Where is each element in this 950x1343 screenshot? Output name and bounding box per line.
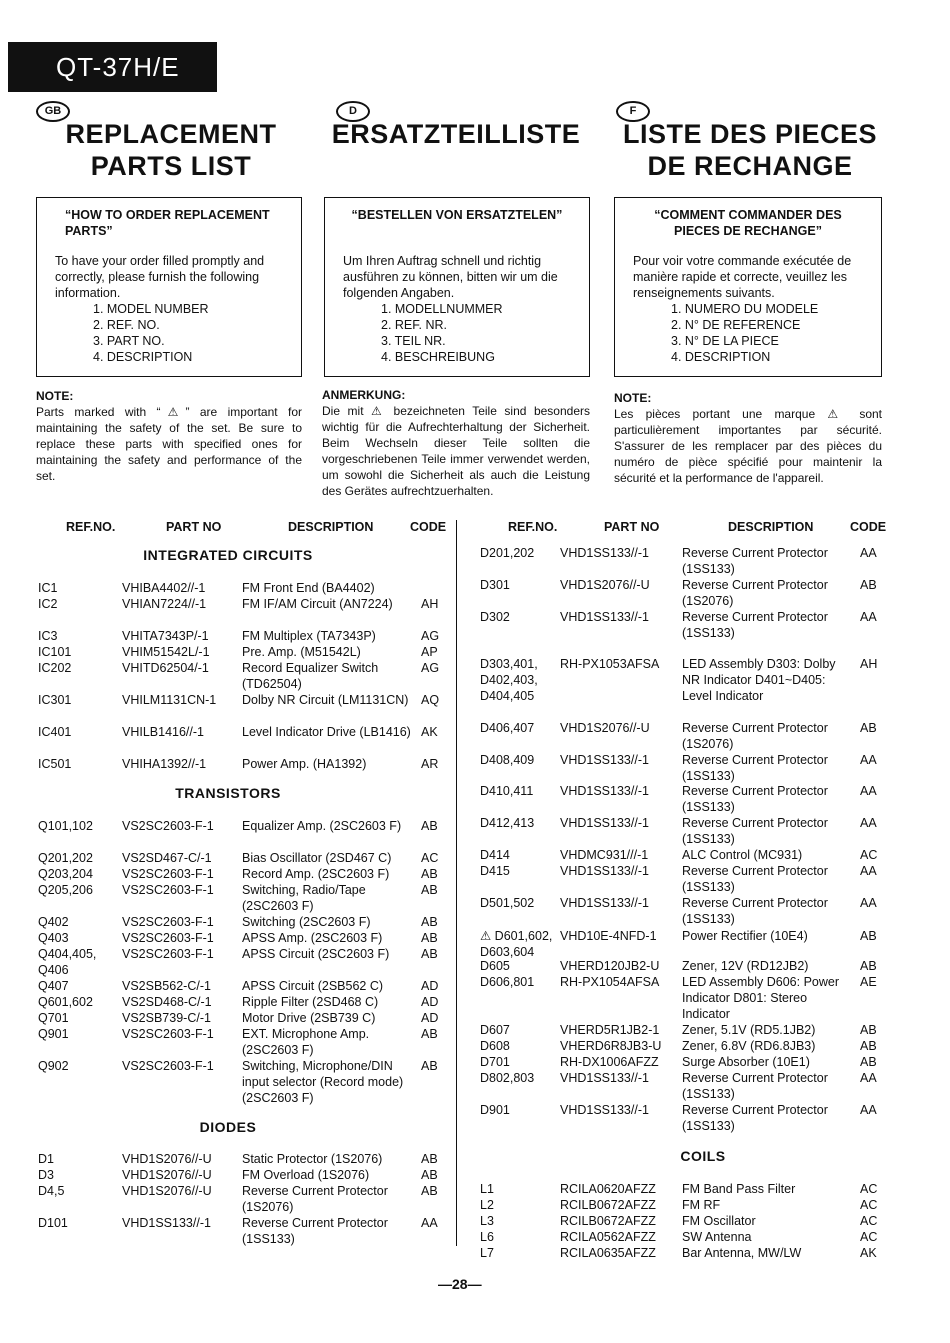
description-cell: Static Protector (1S2076)	[242, 1152, 383, 1166]
ref-cell: D410,411	[480, 784, 534, 798]
description-cell: Record Equalizer Switch (TD62504)	[242, 661, 379, 691]
ref-cell: D4,5	[38, 1184, 65, 1198]
price-code-cell: AB	[421, 867, 438, 881]
description-cell: Motor Drive (2SB739 C)	[242, 1011, 376, 1025]
ref-cell: Q701	[38, 1011, 69, 1025]
ref-cell: Q201,202	[38, 851, 93, 865]
ref-cell: D605	[480, 959, 510, 973]
part-number-cell: VHD1SS133//-1	[560, 864, 649, 878]
price-code-cell: AA	[860, 546, 877, 560]
price-code-cell: AD	[421, 979, 439, 993]
ref-cell: D101	[38, 1216, 68, 1230]
description-cell: ALC Control (MC931)	[682, 848, 803, 862]
ref-cell: D412,413	[480, 816, 535, 830]
description-cell: Reverse Current Protector (1S2076)	[682, 721, 828, 751]
part-number-cell: RH-PX1053AFSA	[560, 657, 660, 671]
ref-cell: IC401	[38, 725, 72, 739]
price-code-cell: AA	[421, 1216, 438, 1230]
description-cell: Level Indicator Drive (LB1416)	[242, 725, 411, 739]
note-en-text: Parts marked with “⚠” are important for maintaining the safety of the set. Be sure to replace these parts with specified ones for maintaining the safety and performance of the set.	[36, 405, 302, 483]
part-number-cell: VS2SB739-C/-1	[122, 1011, 211, 1025]
price-code-cell: AA	[860, 610, 877, 624]
price-code-cell: AB	[421, 931, 438, 945]
description-cell: Reverse Current Protector (1S2076)	[682, 578, 828, 608]
ref-cell: L7	[480, 1246, 494, 1260]
part-number-cell: VS2SC2603-F-1	[122, 915, 214, 929]
description-cell: Power Rectifier (10E4)	[682, 929, 808, 943]
description-cell: Switching (2SC2603 F)	[242, 915, 371, 929]
price-code-cell: AC	[860, 1230, 878, 1244]
ref-cell: D3	[38, 1168, 54, 1182]
price-code-cell: AH	[421, 597, 439, 611]
part-number-cell: VHD1SS133//-1	[560, 753, 649, 767]
description-cell: APSS Circuit (2SC2603 F)	[242, 947, 390, 961]
header-ref-left: REF.NO.	[66, 520, 116, 534]
part-number-cell: VHIM51542L/-1	[122, 645, 210, 659]
order-item: 2. N° DE REFERENCE	[671, 318, 801, 332]
price-code-cell: AB	[421, 947, 438, 961]
ref-cell: Q205,206	[38, 883, 93, 897]
price-code-cell: AC	[421, 851, 439, 865]
part-number-cell: VHD1SS133//-1	[560, 1103, 649, 1117]
ref-cell: ⚠ D601,602, D603,604	[480, 929, 553, 959]
price-code-cell: AB	[421, 1152, 438, 1166]
title-en-line2: PARTS LIST	[90, 151, 252, 181]
order-item: 3. PART NO.	[93, 334, 165, 348]
ref-cell: IC501	[38, 757, 72, 771]
price-code-cell: AG	[421, 661, 440, 675]
part-number-cell: VHD1SS133//-1	[560, 784, 649, 798]
description-cell: LED Assembly D606: Power Indicator D801: Stereo Indicator	[682, 975, 840, 1021]
ref-cell: L2	[480, 1198, 494, 1212]
part-number-cell: VHD1S2076//-U	[122, 1168, 212, 1182]
part-number-cell: VHD1S2076//-U	[560, 578, 650, 592]
part-number-cell: RH-DX1006AFZZ	[560, 1055, 659, 1069]
price-code-cell: AB	[421, 883, 438, 897]
description-cell: Reverse Current Protector (1SS133)	[682, 546, 828, 576]
part-number-cell: VHILB1416//-1	[122, 725, 204, 739]
price-code-cell: AA	[860, 784, 877, 798]
description-cell: Reverse Current Protector (1SS133)	[682, 753, 828, 783]
description-cell: EXT. Microphone Amp. (2SC2603 F)	[242, 1027, 370, 1057]
description-cell: Zener, 5.1V (RD5.1JB2)	[682, 1023, 816, 1037]
header-code-left: CODE	[410, 520, 447, 534]
ref-cell: D501,502	[480, 896, 535, 910]
description-cell: Ripple Filter (2SD468 C)	[242, 995, 379, 1009]
part-number-cell: RCILB0672AFZZ	[560, 1214, 656, 1228]
description-cell: LED Assembly D303: Dolby NR Indicator D401~D405: Level Indicator	[682, 657, 836, 703]
ref-cell: IC3	[38, 629, 58, 643]
part-number-cell: RCILA0562AFZZ	[560, 1230, 656, 1244]
part-number-cell: VHD10E-4NFD-1	[560, 929, 657, 943]
price-code-cell: AB	[421, 1184, 438, 1198]
ref-cell: D302	[480, 610, 510, 624]
price-code-cell: AB	[421, 915, 438, 929]
note-de-label: ANMERKUNG:	[322, 388, 406, 402]
ref-cell: D1	[38, 1152, 54, 1166]
part-number-cell: VHD1SS133//-1	[122, 1216, 211, 1230]
section-title: COILS	[680, 1148, 726, 1164]
price-code-cell: AB	[860, 929, 877, 943]
header-part-right: PART NO	[604, 520, 660, 534]
ref-cell: Q901	[38, 1027, 69, 1041]
part-number-cell: RCILB0672AFZZ	[560, 1198, 656, 1212]
description-cell: Reverse Current Protector (1SS133)	[682, 610, 828, 640]
ref-cell: D701	[480, 1055, 510, 1069]
description-cell: FM IF/AM Circuit (AN7224)	[242, 597, 393, 611]
part-number-cell: VHIHA1392//-1	[122, 757, 207, 771]
part-number-cell: VHITA7343P/-1	[122, 629, 209, 643]
description-cell: Pre. Amp. (M51542L)	[242, 645, 361, 659]
price-code-cell: AB	[860, 1023, 877, 1037]
part-number-cell: VS2SC2603-F-1	[122, 867, 214, 881]
section-title: TRANSISTORS	[175, 785, 281, 801]
ref-cell: IC2	[38, 597, 58, 611]
d-language-icon: D	[336, 101, 370, 122]
ref-cell: D406,407	[480, 721, 535, 735]
ref-cell: D414	[480, 848, 510, 862]
ref-cell: Q402	[38, 915, 69, 929]
description-cell: APSS Circuit (2SB562 C)	[242, 979, 384, 993]
ref-cell: Q601,602	[38, 995, 93, 1009]
part-number-cell: VS2SC2603-F-1	[122, 1059, 214, 1073]
order-item: 4. BESCHREIBUNG	[381, 350, 495, 364]
ref-cell: D303,401, D402,403, D404,405	[480, 657, 538, 703]
order-item: 1. MODELLNUMMER	[381, 302, 503, 316]
ref-cell: D301	[480, 578, 510, 592]
order-item: 3. TEIL NR.	[381, 334, 446, 348]
note-de-text: Die mit ⚠ bezeichneten Teile sind besonders wichtig für die Aufrechterhaltung der Sicherheit. Beim Wechseln dieser Teile sollten die vorgeschriebenen Teile immer verwendet werden, um sowohl die Sicherheit als auch die Leistung des Gerätes aufrechtzuerhalten.	[322, 404, 590, 498]
order-item: 2. REF. NR.	[381, 318, 447, 332]
order-item: 1. MODEL NUMBER	[93, 302, 209, 316]
order-item: 4. DESCRIPTION	[93, 350, 193, 364]
price-code-cell: AC	[860, 1182, 878, 1196]
price-code-cell: AK	[860, 1246, 877, 1260]
note-fr-label: NOTE:	[614, 391, 652, 405]
part-number-cell: RCILA0635AFZZ	[560, 1246, 656, 1260]
description-cell: Equalizer Amp. (2SC2603 F)	[242, 819, 402, 833]
order-box-en-heading: “HOW TO ORDER REPLACEMENT PARTS”	[65, 208, 270, 238]
price-code-cell: AB	[860, 1055, 877, 1069]
description-cell: Reverse Current Protector (1SS133)	[682, 1071, 828, 1101]
part-number-cell: VHERD6R8JB3-U	[560, 1039, 662, 1053]
ref-cell: D901	[480, 1103, 510, 1117]
ref-cell: D608	[480, 1039, 510, 1053]
description-cell: Reverse Current Protector (1SS133)	[682, 784, 828, 814]
title-fr-line2: DE RECHANGE	[647, 151, 853, 181]
ref-cell: Q101,102	[38, 819, 93, 833]
description-cell: Record Amp. (2SC2603 F)	[242, 867, 390, 881]
part-number-cell: VHD1SS133//-1	[560, 816, 649, 830]
part-number-cell: VHD1SS133//-1	[560, 546, 649, 560]
description-cell: Reverse Current Protector (1SS133)	[242, 1216, 388, 1246]
header-code-right: CODE	[850, 520, 887, 534]
ref-cell: Q404,405, Q406	[38, 947, 97, 977]
description-cell: Bias Oscillator (2SD467 C)	[242, 851, 392, 865]
description-cell: Zener, 12V (RD12JB2)	[682, 959, 809, 973]
description-cell: Reverse Current Protector (1SS133)	[682, 896, 828, 926]
price-code-cell: AR	[421, 757, 439, 771]
description-cell: FM Multiplex (TA7343P)	[242, 629, 376, 643]
ref-cell: Q403	[38, 931, 69, 945]
ref-cell: D408,409	[480, 753, 535, 767]
section-title: INTEGRATED CIRCUITS	[143, 547, 313, 563]
title-de-line1: ERSATZTEILLISTE	[331, 119, 581, 149]
order-item: 4. DESCRIPTION	[671, 350, 771, 364]
section-title: DIODES	[199, 1119, 257, 1135]
order-box-fr-intro: Pour voir votre commande exécutée de manière rapide et correcte, veuillez les renseignements suivants.	[633, 254, 852, 300]
order-box-en-intro: To have your order filled promptly and correctly, please furnish the following information.	[55, 254, 265, 300]
description-cell: Zener, 6.8V (RD6.8JB3)	[682, 1039, 816, 1053]
f-language-icon: F	[616, 101, 650, 122]
part-number-cell: VS2SC2603-F-1	[122, 819, 214, 833]
part-number-cell: VS2SC2603-F-1	[122, 931, 214, 945]
price-code-cell: AB	[421, 1059, 438, 1073]
price-code-cell: AQ	[421, 693, 440, 707]
part-number-cell: VHD1SS133//-1	[560, 1071, 649, 1085]
description-cell: Reverse Current Protector (1SS133)	[682, 864, 828, 894]
price-code-cell: AA	[860, 753, 877, 767]
ref-cell: L1	[480, 1182, 494, 1196]
header-desc-right: DESCRIPTION	[728, 520, 814, 534]
ref-cell: IC1	[38, 581, 58, 595]
part-number-cell: VHERD120JB2-U	[560, 959, 660, 973]
ref-cell: L3	[480, 1214, 494, 1228]
part-number-cell: VHD1SS133//-1	[560, 896, 649, 910]
part-number-cell: VHIBA4402//-1	[122, 581, 206, 595]
part-number-cell: VS2SC2603-F-1	[122, 1027, 214, 1041]
price-code-cell: AC	[860, 1214, 878, 1228]
ref-cell: Q203,204	[38, 867, 93, 881]
part-number-cell: VHD1S2076//-U	[560, 721, 650, 735]
ref-cell: D606,801	[480, 975, 535, 989]
order-item: 3. N° DE LA PIECE	[671, 334, 779, 348]
part-number-cell: VHD1S2076//-U	[122, 1184, 212, 1198]
ref-cell: IC301	[38, 693, 72, 707]
model-badge: QT-37H/E	[8, 42, 217, 92]
price-code-cell: AD	[421, 1011, 439, 1025]
price-code-cell: AD	[421, 995, 439, 1009]
description-cell: SW Antenna	[682, 1230, 752, 1244]
part-number-cell: VS2SD468-C/-1	[122, 995, 212, 1009]
description-cell: Reverse Current Protector (1S2076)	[242, 1184, 388, 1214]
ref-cell: D607	[480, 1023, 510, 1037]
note-fr-text: Les pièces portant une marque ⚠ sont particulièrement importantes par sécurité. S'assurer de les remplacer par des pièces du numéro de pièce spécifié pour maintenir la sécurité et la performance de l'appareil.	[614, 407, 882, 485]
gb-language-icon: GB	[36, 101, 70, 122]
description-cell: Dolby NR Circuit (LM1131CN)	[242, 693, 409, 707]
header-desc-left: DESCRIPTION	[288, 520, 374, 534]
part-number-cell: VS2SC2603-F-1	[122, 947, 214, 961]
description-cell: FM Overload (1S2076)	[242, 1168, 370, 1182]
part-number-cell: VHIAN7224//-1	[122, 597, 207, 611]
part-number-cell: VHD1S2076//-U	[122, 1152, 212, 1166]
description-cell: Power Amp. (HA1392)	[242, 757, 367, 771]
description-cell: Surge Absorber (10E1)	[682, 1055, 810, 1069]
price-code-cell: AA	[860, 1071, 877, 1085]
price-code-cell: AH	[860, 657, 878, 671]
price-code-cell: AB	[860, 1039, 877, 1053]
price-code-cell: AA	[860, 1103, 877, 1117]
description-cell: FM Oscillator	[682, 1214, 756, 1228]
ref-cell: IC202	[38, 661, 72, 675]
title-en-line1: REPLACEMENT	[65, 119, 277, 149]
description-cell: APSS Amp. (2SC2603 F)	[242, 931, 383, 945]
page-number: —28—	[438, 1276, 482, 1292]
ref-cell: D201,202	[480, 546, 535, 560]
order-item: 1. NUMERO DU MODELE	[671, 302, 819, 316]
part-number-cell: VS2SD467-C/-1	[122, 851, 212, 865]
price-code-cell: AC	[860, 848, 878, 862]
order-box-de-heading: “BESTELLEN VON ERSATZTELEN”	[351, 208, 563, 222]
order-box-fr-heading: “COMMENT COMMANDER DES PIECES DE RECHANGE”	[654, 208, 842, 238]
description-cell: Reverse Current Protector (1SS133)	[682, 1103, 828, 1133]
price-code-cell: AB	[860, 959, 877, 973]
price-code-cell: AA	[860, 816, 877, 830]
description-cell: Switching, Microphone/DIN input selector (Record mode)(2SC2603 F)	[242, 1059, 404, 1105]
note-en-label: NOTE:	[36, 389, 74, 403]
header-part-left: PART NO	[166, 520, 222, 534]
description-cell: Bar Antenna, MW/LW	[682, 1246, 802, 1260]
part-number-cell: VS2SB562-C/-1	[122, 979, 211, 993]
part-number-cell: VS2SC2603-F-1	[122, 883, 214, 897]
part-number-cell: VHERD5R1JB2-1	[560, 1023, 660, 1037]
title-fr-line1: LISTE DES PIECES	[622, 119, 878, 149]
price-code-cell: AC	[860, 1198, 878, 1212]
price-code-cell: AB	[421, 1168, 438, 1182]
price-code-cell: AB	[860, 721, 877, 735]
part-number-cell: VHILM1131CN-1	[122, 693, 217, 707]
description-cell: Reverse Current Protector (1SS133)	[682, 816, 828, 846]
ref-cell: Q407	[38, 979, 69, 993]
price-code-cell: AP	[421, 645, 438, 659]
order-box-de-intro: Um Ihren Auftrag schnell und richtig ausführen zu können, bitten wir um die folgenden Angaben.	[343, 254, 558, 300]
order-item: 2. REF. NO.	[93, 318, 160, 332]
price-code-cell: AE	[860, 975, 877, 989]
price-code-cell: AA	[860, 896, 877, 910]
price-code-cell: AB	[421, 819, 438, 833]
price-code-cell: AK	[421, 725, 438, 739]
header-ref-right: REF.NO.	[508, 520, 558, 534]
ref-cell: L6	[480, 1230, 494, 1244]
right-parts-table	[456, 0, 950, 1343]
ref-cell: D802,803	[480, 1071, 535, 1085]
description-cell: FM Front End (BA4402)	[242, 581, 375, 595]
part-number-cell: RCILA0620AFZZ	[560, 1182, 656, 1196]
description-cell: FM RF	[682, 1198, 721, 1212]
part-number-cell: VHITD62504/-1	[122, 661, 209, 675]
description-cell: FM Band Pass Filter	[682, 1182, 796, 1196]
left-parts-table	[0, 0, 456, 1343]
price-code-cell: AB	[421, 1027, 438, 1041]
description-cell: Switching, Radio/Tape (2SC2603 F)	[242, 883, 366, 913]
ref-cell: D415	[480, 864, 510, 878]
price-code-cell: AB	[860, 578, 877, 592]
part-number-cell: VHD1SS133//-1	[560, 610, 649, 624]
part-number-cell: VHDMC931///-1	[560, 848, 649, 862]
price-code-cell: AG	[421, 629, 440, 643]
ref-cell: Q902	[38, 1059, 69, 1073]
price-code-cell: AA	[860, 864, 877, 878]
ref-cell: IC101	[38, 645, 72, 659]
part-number-cell: RH-PX1054AFSA	[560, 975, 660, 989]
